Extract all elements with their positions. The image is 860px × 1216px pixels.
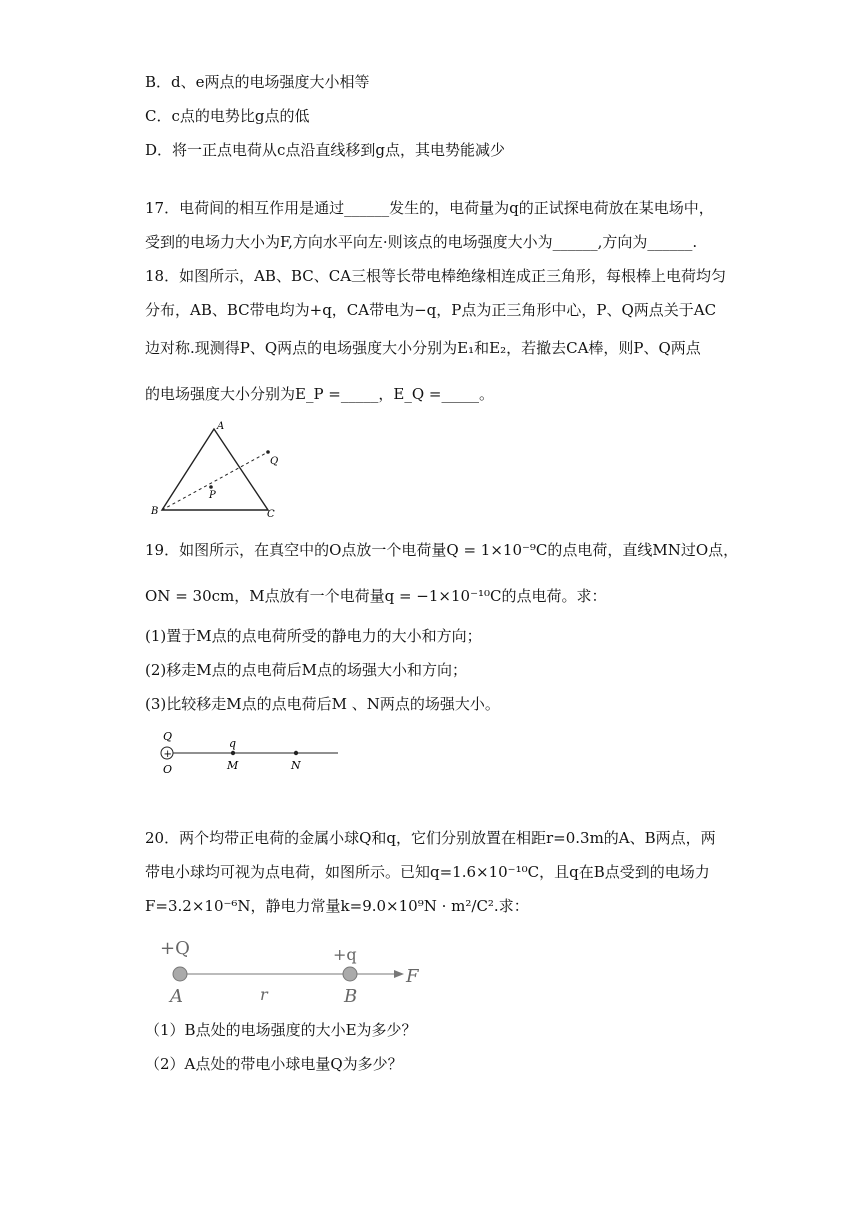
point-p	[209, 485, 213, 489]
label-f: F	[406, 966, 419, 987]
label-a: A	[170, 986, 183, 1007]
label-small-q: q	[229, 737, 237, 750]
q20-line-3: F=3.2×10⁻⁶N，静电力常量k=9.0×10⁹N · m²/C².求：	[145, 897, 529, 915]
q20-sub-1: （1）B点处的电场强度的大小E为多少？	[145, 1021, 417, 1039]
q19-line-2: ON = 30cm，M点放有一个电荷量q = −1×10⁻¹⁰C的点电荷。求：	[145, 587, 607, 605]
label-b: B	[344, 986, 358, 1007]
q18-triangle-figure	[150, 420, 290, 520]
q18-line-4: 的电场强度大小分别为E_P =_____，E_Q =_____。	[145, 385, 494, 403]
q20-line-1: 20．两个均带正电荷的金属小球Q和q，它们分别放置在相距r=0.3m的A、B两点，两	[145, 829, 716, 847]
q19-line-figure	[156, 728, 346, 776]
label-n: N	[291, 759, 301, 772]
arrow-f-head	[394, 970, 404, 978]
label-plus-big-q: +Q	[160, 938, 190, 959]
label-q: Q	[270, 456, 279, 467]
point-q	[266, 450, 270, 454]
q19-sub-2: (2)移走M点的点电荷后M点的场强大小和方向；	[145, 661, 467, 679]
q18-line-1: 18．如图所示，AB、BC、CA三根等长带电棒绝缘相连成正三角形，每根棒上电荷均匀	[145, 267, 727, 285]
label-b: B	[151, 506, 159, 517]
q20-sub-2: （2）A点处的带电小球电量Q为多少？	[145, 1055, 403, 1073]
label-c: C	[267, 509, 275, 520]
q17-line-1: 17．电荷间的相互作用是通过______发生的，电荷量为q的正试探电荷放在某电场中，	[145, 199, 714, 217]
label-r: r	[260, 985, 268, 1004]
q16-option-d: D．将一正点电荷从c点沿直线移到g点，其电势能减少	[145, 141, 506, 159]
label-q-top: Q	[163, 730, 173, 743]
label-a: A	[217, 421, 225, 432]
sphere-a	[173, 967, 187, 981]
q16-option-c: C．c点的电势比g点的低	[145, 107, 310, 125]
q19-line-1: 19．如图所示，在真空中的O点放一个电荷量Q = 1×10⁻⁹C的点电荷，直线MN过O点，	[145, 541, 739, 559]
dashed-line-bq	[162, 452, 268, 510]
q18-line-3: 边对称.现测得P、Q两点的电场强度大小分别为E₁和E₂，若撤去CA棒，则P、Q两点	[145, 339, 701, 357]
label-o: O	[163, 763, 173, 776]
plus-sign: +	[163, 749, 172, 760]
label-plus-small-q: +q	[333, 945, 357, 964]
q20-line-2: 带电小球均可视为点电荷，如图所示。已知q=1.6×10⁻¹⁰C，且q在B点受到的电场力	[145, 863, 710, 881]
label-p: P	[209, 490, 216, 501]
q18-line-2: 分布，AB、BC带电均为+q，CA带电为−q，P点为正三角形中心，P、Q两点关于AC	[145, 301, 717, 319]
q16-option-b: B．d、e两点的电场强度大小相等	[145, 73, 370, 91]
q20-figure	[158, 934, 428, 1008]
q17-line-2: 受到的电场力大小为F,方向水平向左·则该点的电场强度大小为______,方向为______.	[145, 233, 698, 251]
label-m: M	[227, 759, 239, 772]
q19-sub-3: (3)比较移走M点的点电荷后M 、N两点的场强大小。	[145, 695, 500, 713]
q19-sub-1: (1)置于M点的点电荷所受的静电力的大小和方向；	[145, 627, 482, 645]
point-n	[294, 751, 298, 755]
sphere-b	[343, 967, 357, 981]
point-m	[231, 751, 235, 755]
